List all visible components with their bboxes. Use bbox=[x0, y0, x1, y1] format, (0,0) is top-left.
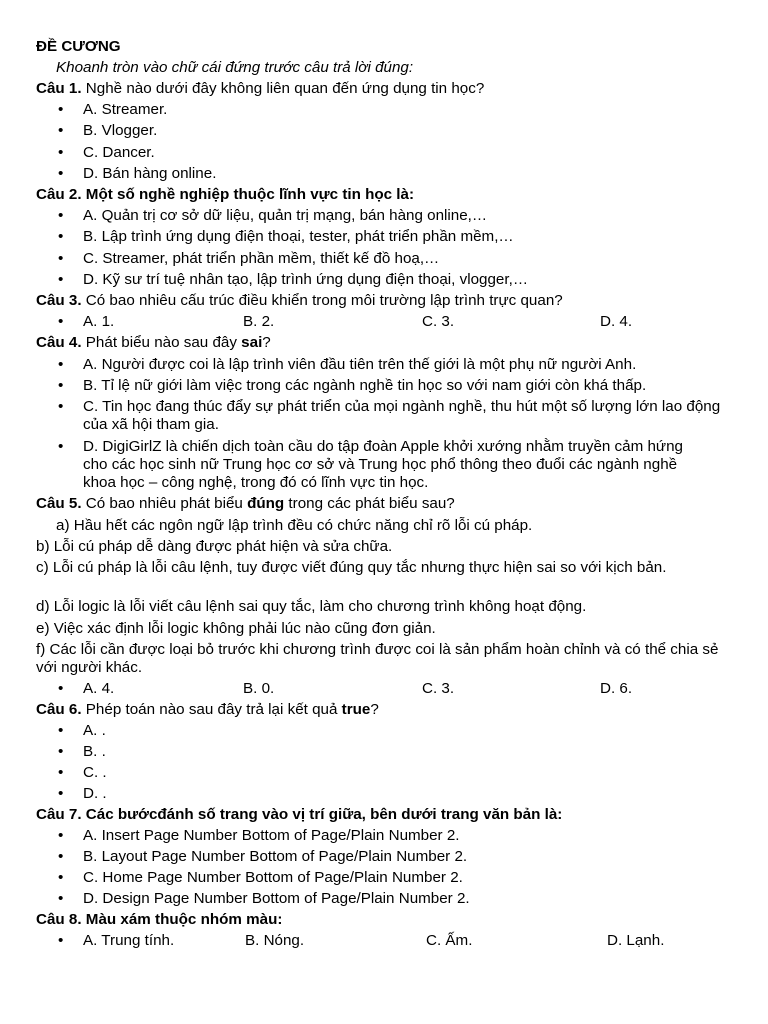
question-label: Câu 5. bbox=[36, 495, 82, 512]
bullet: • bbox=[58, 313, 64, 330]
bullet: • bbox=[58, 101, 64, 118]
instruction: Khoanh tròn vào chữ cái đứng trước câu trả lời đúng: bbox=[56, 59, 414, 76]
question-text: Có bao nhiêu cấu trúc điều khiển trong môi trường lập trình trực quan? bbox=[81, 292, 563, 309]
emphasis: true bbox=[341, 701, 371, 718]
option-4c: C. Tin học đang thúc đẩy sự phát triển của mọi ngành nghề, thu hút một số lượng lớn lao động của xã hội tham gia. bbox=[83, 398, 721, 433]
option-8a: A. Trung tính. bbox=[83, 932, 175, 949]
bullet: • bbox=[58, 932, 64, 949]
question-text: Một số nghề nghiệp thuộc lĩnh vực tin học là: bbox=[81, 186, 415, 203]
bullet: • bbox=[58, 271, 64, 288]
bullet: • bbox=[58, 377, 64, 394]
statement-c: c) Lỗi cú pháp là lỗi câu lệnh, tuy được viết đúng quy tắc nhưng thực hiện sai so với kịch bản. bbox=[36, 559, 667, 576]
option-5a: A. 4. bbox=[83, 680, 115, 697]
option-3a: A. 1. bbox=[83, 313, 115, 330]
option-7b: B. Layout Page Number Bottom of Page/Plain Number 2. bbox=[83, 848, 468, 865]
bullet: • bbox=[58, 890, 64, 907]
bullet: • bbox=[58, 743, 64, 760]
option-6a: A. . bbox=[83, 722, 106, 739]
option-7a: A. Insert Page Number Bottom of Page/Plain Number 2. bbox=[83, 827, 460, 844]
question-label: Câu 6. bbox=[36, 701, 82, 718]
question-label: Câu 3. bbox=[36, 292, 82, 309]
statement-a: a) Hầu hết các ngôn ngữ lập trình đều có chức năng chỉ rõ lỗi cú pháp. bbox=[56, 517, 533, 534]
bullet: • bbox=[58, 228, 64, 245]
question-text-end: trong các phát biểu sau? bbox=[284, 495, 455, 512]
option-2b: B. Lập trình ứng dụng điện thoại, tester, phát triển phần mềm,… bbox=[83, 228, 514, 245]
option-4b: B. Tỉ lệ nữ giới làm việc trong các ngành nghề tin học so với nam giới còn khá thấp. bbox=[83, 377, 647, 394]
bullet: • bbox=[58, 207, 64, 224]
option-5d: D. 6. bbox=[600, 680, 633, 697]
bullet: • bbox=[58, 848, 64, 865]
bullet: • bbox=[58, 869, 64, 886]
question-8 bbox=[36, 911, 728, 929]
option-8b: B. Nóng. bbox=[245, 932, 305, 949]
question-text: Các bướcđánh số trang vào vị trí giữa, bên dưới trang văn bản là: bbox=[81, 806, 563, 823]
option-5c: C. 3. bbox=[422, 680, 455, 697]
question-4 bbox=[36, 334, 728, 352]
option-4d: D. DigiGirlZ là chiến dịch toàn cầu do tập đoàn Apple khởi xướng nhằm truyền cảm hứng cho các học sinh nữ Trung học cơ sở và Trung học phổ thông theo đuổi các ngành nghề khoa học – công nghệ, trong đó có lĩnh vực tin học. bbox=[83, 438, 683, 491]
option-4a: A. Người được coi là lập trình viên đầu tiên trên thế giới là một phụ nữ người Anh. bbox=[83, 356, 637, 373]
bullet: • bbox=[58, 165, 64, 182]
document-title: ĐỀ CƯƠNG bbox=[36, 38, 121, 55]
emphasis: đúng bbox=[247, 495, 285, 512]
option-7c: C. Home Page Number Bottom of Page/Plain Number 2. bbox=[83, 869, 463, 886]
statement-f: f) Các lỗi cần được loại bỏ trước khi chương trình được coi là sản phẩm hoàn chỉnh và có thể chia sẻ với người khác. bbox=[36, 641, 719, 676]
option-2d: D. Kỹ sư trí tuệ nhân tạo, lập trình ứng dụng điện thoại, vlogger,… bbox=[83, 271, 529, 288]
bullet: • bbox=[58, 764, 64, 781]
bullet: • bbox=[58, 438, 64, 455]
option-3c: C. 3. bbox=[422, 313, 455, 330]
bullet: • bbox=[58, 785, 64, 802]
question-label: Câu 1. bbox=[36, 80, 82, 97]
question-3 bbox=[36, 292, 728, 310]
statement-e: e) Việc xác định lỗi logic không phải lúc nào cũng đơn giản. bbox=[36, 620, 436, 637]
emphasis: sai bbox=[241, 334, 263, 351]
option-1c: C. Dancer. bbox=[83, 144, 155, 161]
question-text: Có bao nhiêu phát biểu bbox=[81, 495, 248, 512]
option-6b: B. . bbox=[83, 743, 106, 760]
statement-b: b) Lỗi cú pháp dễ dàng được phát hiện và sửa chữa. bbox=[36, 538, 393, 555]
bullet: • bbox=[58, 144, 64, 161]
bullet: • bbox=[58, 680, 64, 697]
bullet: • bbox=[58, 122, 64, 139]
option-1a: A. Streamer. bbox=[83, 101, 168, 118]
bullet: • bbox=[58, 722, 64, 739]
bullet: • bbox=[58, 398, 64, 415]
bullet: • bbox=[58, 356, 64, 373]
option-6d: D. . bbox=[83, 785, 107, 802]
question-5 bbox=[36, 495, 728, 513]
option-2a: A. Quản trị cơ sở dữ liệu, quản trị mạng, bán hàng online,… bbox=[83, 207, 488, 224]
option-8c: C. Ấm. bbox=[426, 932, 473, 949]
question-text: Phép toán nào sau đây trả lại kết quả bbox=[81, 701, 342, 718]
option-2c: C. Streamer, phát triển phần mềm, thiết kế đồ hoạ,… bbox=[83, 250, 440, 267]
question-text: Nghề nào dưới đây không liên quan đến ứng dụng tin học? bbox=[81, 80, 485, 97]
option-3b: B. 2. bbox=[243, 313, 275, 330]
question-7 bbox=[36, 806, 728, 824]
option-6c: C. . bbox=[83, 764, 107, 781]
question-label: Câu 7. bbox=[36, 806, 82, 823]
question-text-end: ? bbox=[370, 701, 379, 718]
question-text: Phát biểu nào sau đây bbox=[81, 334, 242, 351]
option-8d: D. Lạnh. bbox=[607, 932, 665, 949]
option-5b: B. 0. bbox=[243, 680, 275, 697]
question-text-end: ? bbox=[262, 334, 271, 351]
question-text: Màu xám thuộc nhóm màu: bbox=[81, 911, 283, 928]
question-2 bbox=[36, 186, 728, 204]
option-7d: D. Design Page Number Bottom of Page/Plain Number 2. bbox=[83, 890, 470, 907]
bullet: • bbox=[58, 827, 64, 844]
question-label: Câu 8. bbox=[36, 911, 82, 928]
question-1 bbox=[36, 80, 728, 98]
option-1d: D. Bán hàng online. bbox=[83, 165, 217, 182]
question-label: Câu 2. bbox=[36, 186, 82, 203]
option-3d: D. 4. bbox=[600, 313, 633, 330]
statement-d: d) Lỗi logic là lỗi viết câu lệnh sai quy tắc, làm cho chương trình không hoạt động. bbox=[36, 598, 587, 615]
bullet: • bbox=[58, 250, 64, 267]
question-label: Câu 4. bbox=[36, 334, 82, 351]
question-6 bbox=[36, 701, 728, 719]
option-1b: B. Vlogger. bbox=[83, 122, 158, 139]
